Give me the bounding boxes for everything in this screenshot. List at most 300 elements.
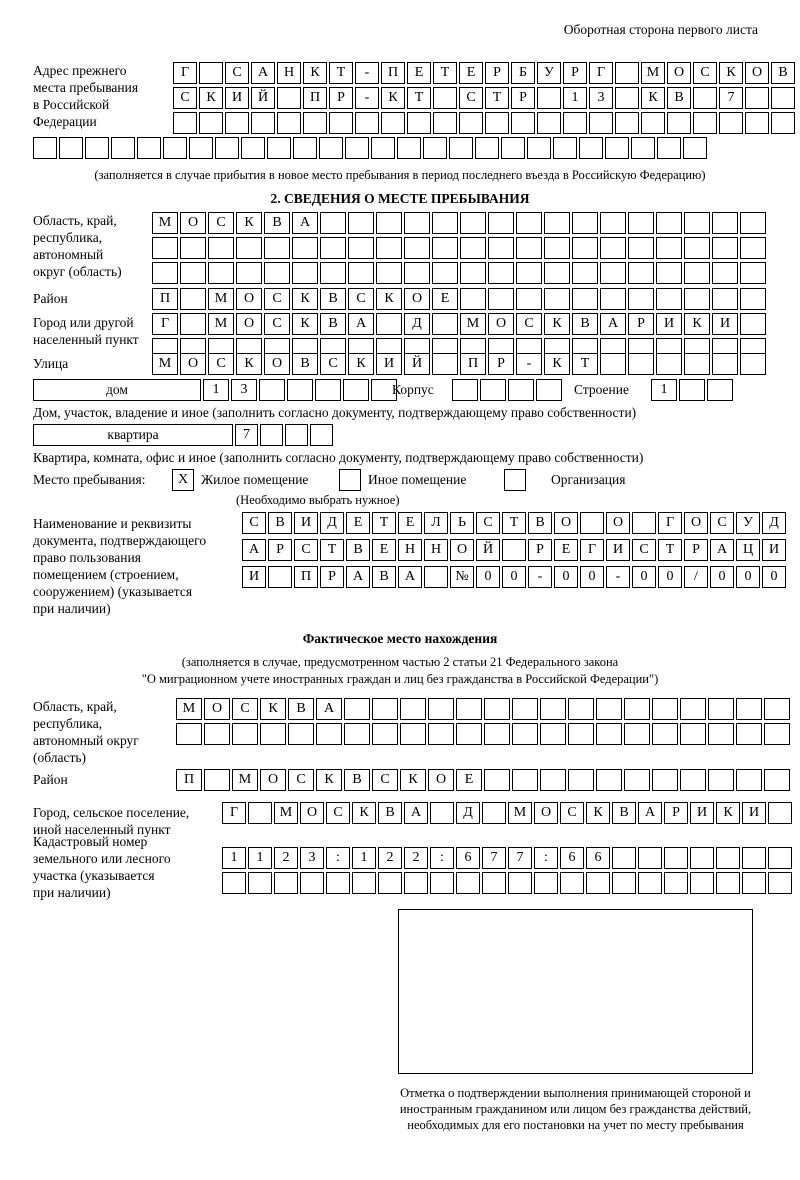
place-option-other-checkbox[interactable] [339, 469, 361, 491]
char-cell[interactable]: В [344, 769, 370, 791]
char-cell[interactable]: С [693, 62, 717, 84]
char-cell[interactable]: 3 [300, 847, 324, 869]
char-cell[interactable]: Ц [736, 539, 760, 561]
char-cell[interactable]: - [355, 62, 379, 84]
char-cell[interactable]: К [260, 698, 286, 720]
char-cell[interactable] [180, 288, 206, 310]
char-cell[interactable]: 1 [651, 379, 677, 401]
char-cell[interactable] [624, 769, 650, 791]
char-cell[interactable] [277, 112, 301, 134]
char-cell[interactable] [667, 112, 691, 134]
char-cell[interactable] [460, 212, 486, 234]
char-cell[interactable] [484, 723, 510, 745]
char-cell[interactable] [740, 353, 766, 375]
char-cell[interactable] [180, 237, 206, 259]
char-cell[interactable]: К [641, 87, 665, 109]
char-cell[interactable]: К [348, 353, 374, 375]
char-cell[interactable]: О [264, 353, 290, 375]
char-cell[interactable] [397, 137, 421, 159]
char-cell[interactable]: Р [684, 539, 708, 561]
char-cell[interactable]: Р [485, 62, 509, 84]
char-cell[interactable]: О [236, 313, 262, 335]
cadastre-row-2[interactable] [222, 872, 794, 894]
char-cell[interactable]: А [348, 313, 374, 335]
char-cell[interactable]: А [316, 698, 342, 720]
char-cell[interactable] [502, 539, 526, 561]
char-cell[interactable] [407, 112, 431, 134]
char-cell[interactable] [708, 723, 734, 745]
prev-address-row-2[interactable] [173, 87, 797, 109]
char-cell[interactable] [456, 698, 482, 720]
char-cell[interactable] [376, 212, 402, 234]
char-cell[interactable] [712, 212, 738, 234]
char-cell[interactable]: : [326, 847, 350, 869]
char-cell[interactable]: Т [433, 62, 457, 84]
char-cell[interactable] [641, 112, 665, 134]
char-cell[interactable]: К [376, 288, 402, 310]
char-cell[interactable]: Е [372, 539, 396, 561]
char-cell[interactable]: Т [502, 512, 526, 534]
stamp-box[interactable] [398, 909, 753, 1074]
char-cell[interactable]: О [606, 512, 630, 534]
char-cell[interactable]: 0 [554, 566, 578, 588]
char-cell[interactable] [484, 769, 510, 791]
char-cell[interactable]: - [516, 353, 542, 375]
char-cell[interactable] [656, 212, 682, 234]
char-cell[interactable]: И [690, 802, 714, 824]
char-cell[interactable]: А [346, 566, 370, 588]
char-cell[interactable]: Т [320, 539, 344, 561]
char-cell[interactable]: О [684, 512, 708, 534]
char-cell[interactable] [707, 379, 733, 401]
char-cell[interactable] [371, 137, 395, 159]
char-cell[interactable]: - [528, 566, 552, 588]
char-cell[interactable] [516, 237, 542, 259]
char-cell[interactable] [516, 288, 542, 310]
char-cell[interactable]: И [294, 512, 318, 534]
char-cell[interactable]: М [208, 288, 234, 310]
char-cell[interactable]: Н [398, 539, 422, 561]
place-option-organization-checkbox[interactable] [504, 469, 526, 491]
char-cell[interactable] [300, 872, 324, 894]
char-cell[interactable] [404, 872, 428, 894]
char-cell[interactable] [400, 698, 426, 720]
char-cell[interactable]: И [742, 802, 766, 824]
char-cell[interactable] [173, 112, 197, 134]
char-cell[interactable]: 0 [580, 566, 604, 588]
char-cell[interactable] [683, 137, 707, 159]
char-cell[interactable]: 0 [658, 566, 682, 588]
char-cell[interactable]: М [208, 313, 234, 335]
char-cell[interactable]: О [554, 512, 578, 534]
char-cell[interactable]: С [560, 802, 584, 824]
char-cell[interactable] [241, 137, 265, 159]
char-cell[interactable] [432, 262, 458, 284]
char-cell[interactable] [708, 769, 734, 791]
char-cell[interactable] [684, 212, 710, 234]
char-cell[interactable]: С [320, 353, 346, 375]
char-cell[interactable] [568, 723, 594, 745]
char-cell[interactable] [540, 698, 566, 720]
char-cell[interactable] [527, 137, 551, 159]
char-cell[interactable] [264, 262, 290, 284]
section3-city-row[interactable] [222, 802, 794, 824]
char-cell[interactable] [742, 872, 766, 894]
char-cell[interactable]: 2 [378, 847, 402, 869]
char-cell[interactable] [684, 237, 710, 259]
char-cell[interactable] [352, 872, 376, 894]
char-cell[interactable]: И [242, 566, 266, 588]
char-cell[interactable] [764, 769, 790, 791]
char-cell[interactable] [716, 872, 740, 894]
char-cell[interactable]: 0 [710, 566, 734, 588]
char-cell[interactable]: Т [572, 353, 598, 375]
char-cell[interactable]: Е [459, 62, 483, 84]
char-cell[interactable] [152, 237, 178, 259]
char-cell[interactable] [292, 262, 318, 284]
char-cell[interactable]: О [745, 62, 769, 84]
char-cell[interactable] [423, 137, 447, 159]
char-cell[interactable] [540, 769, 566, 791]
char-cell[interactable] [771, 112, 795, 134]
char-cell[interactable] [424, 566, 448, 588]
char-cell[interactable] [460, 237, 486, 259]
char-cell[interactable]: 1 [352, 847, 376, 869]
char-cell[interactable] [572, 212, 598, 234]
char-cell[interactable] [680, 723, 706, 745]
char-cell[interactable]: Р [563, 62, 587, 84]
char-cell[interactable] [292, 237, 318, 259]
char-cell[interactable]: О [488, 313, 514, 335]
char-cell[interactable]: А [398, 566, 422, 588]
char-cell[interactable]: Р [664, 802, 688, 824]
char-cell[interactable] [712, 237, 738, 259]
char-cell[interactable] [615, 87, 639, 109]
char-cell[interactable] [612, 847, 636, 869]
char-cell[interactable]: П [294, 566, 318, 588]
char-cell[interactable] [628, 237, 654, 259]
char-cell[interactable] [716, 847, 740, 869]
char-cell[interactable]: О [300, 802, 324, 824]
char-cell[interactable] [404, 212, 430, 234]
char-cell[interactable] [712, 353, 738, 375]
char-cell[interactable] [684, 353, 710, 375]
char-cell[interactable] [475, 137, 499, 159]
char-cell[interactable] [624, 723, 650, 745]
char-cell[interactable] [508, 379, 534, 401]
char-cell[interactable]: С [173, 87, 197, 109]
char-cell[interactable] [712, 288, 738, 310]
char-cell[interactable]: К [236, 212, 262, 234]
char-cell[interactable] [176, 723, 202, 745]
char-cell[interactable] [652, 698, 678, 720]
char-cell[interactable]: Р [528, 539, 552, 561]
char-cell[interactable]: П [460, 353, 486, 375]
char-cell[interactable]: С [264, 313, 290, 335]
char-cell[interactable] [319, 137, 343, 159]
char-cell[interactable]: 1 [222, 847, 246, 869]
char-cell[interactable]: Ь [450, 512, 474, 534]
char-cell[interactable]: Л [424, 512, 448, 534]
char-cell[interactable]: К [544, 353, 570, 375]
char-cell[interactable] [579, 137, 603, 159]
char-cell[interactable] [59, 137, 83, 159]
char-cell[interactable]: 1 [563, 87, 587, 109]
char-cell[interactable] [684, 288, 710, 310]
char-cell[interactable] [204, 769, 230, 791]
char-cell[interactable] [376, 237, 402, 259]
char-cell[interactable] [381, 112, 405, 134]
char-cell[interactable] [740, 212, 766, 234]
char-cell[interactable] [488, 237, 514, 259]
char-cell[interactable] [152, 262, 178, 284]
char-cell[interactable]: Г [222, 802, 246, 824]
char-cell[interactable]: И [376, 353, 402, 375]
char-cell[interactable]: С [476, 512, 500, 534]
char-cell[interactable] [631, 137, 655, 159]
char-cell[interactable]: А [638, 802, 662, 824]
char-cell[interactable]: 7 [235, 424, 258, 446]
char-cell[interactable] [745, 87, 769, 109]
char-cell[interactable] [652, 723, 678, 745]
char-cell[interactable] [508, 872, 532, 894]
char-cell[interactable]: Д [456, 802, 480, 824]
char-cell[interactable]: 1 [248, 847, 272, 869]
char-cell[interactable] [516, 212, 542, 234]
char-cell[interactable]: Р [268, 539, 292, 561]
char-cell[interactable] [260, 723, 286, 745]
char-cell[interactable]: К [586, 802, 610, 824]
char-cell[interactable]: С [294, 539, 318, 561]
char-cell[interactable] [652, 769, 678, 791]
char-cell[interactable]: К [292, 288, 318, 310]
char-cell[interactable]: В [372, 566, 396, 588]
char-cell[interactable]: 1 [203, 379, 229, 401]
char-cell[interactable] [430, 872, 454, 894]
char-cell[interactable]: А [242, 539, 266, 561]
char-cell[interactable] [428, 723, 454, 745]
char-cell[interactable] [344, 723, 370, 745]
char-cell[interactable]: 6 [456, 847, 480, 869]
char-cell[interactable]: В [528, 512, 552, 534]
char-cell[interactable]: С [264, 288, 290, 310]
char-cell[interactable] [586, 872, 610, 894]
char-cell[interactable] [534, 872, 558, 894]
char-cell[interactable]: С [326, 802, 350, 824]
char-cell[interactable] [345, 137, 369, 159]
char-cell[interactable]: В [667, 87, 691, 109]
char-cell[interactable]: И [762, 539, 786, 561]
char-cell[interactable]: С [232, 698, 258, 720]
char-cell[interactable] [199, 112, 223, 134]
char-cell[interactable]: О [180, 212, 206, 234]
char-cell[interactable]: О [428, 769, 454, 791]
char-cell[interactable] [563, 112, 587, 134]
char-cell[interactable]: А [404, 802, 428, 824]
char-cell[interactable]: 7 [719, 87, 743, 109]
char-cell[interactable] [771, 87, 795, 109]
char-cell[interactable]: К [381, 87, 405, 109]
char-cell[interactable] [432, 212, 458, 234]
char-cell[interactable] [712, 262, 738, 284]
char-cell[interactable]: Е [432, 288, 458, 310]
char-cell[interactable] [449, 137, 473, 159]
flat-number-row[interactable] [235, 424, 335, 446]
char-cell[interactable] [693, 112, 717, 134]
section3-region-row-2[interactable] [176, 723, 792, 745]
char-cell[interactable] [404, 262, 430, 284]
char-cell[interactable]: Р [628, 313, 654, 335]
char-cell[interactable]: К [303, 62, 327, 84]
char-cell[interactable] [680, 698, 706, 720]
char-cell[interactable] [288, 723, 314, 745]
char-cell[interactable]: С [632, 539, 656, 561]
char-cell[interactable] [572, 288, 598, 310]
char-cell[interactable] [544, 288, 570, 310]
char-cell[interactable]: 0 [476, 566, 500, 588]
char-cell[interactable]: В [612, 802, 636, 824]
char-cell[interactable] [432, 237, 458, 259]
char-cell[interactable] [293, 137, 317, 159]
char-cell[interactable]: С [288, 769, 314, 791]
char-cell[interactable]: М [274, 802, 298, 824]
char-cell[interactable]: П [381, 62, 405, 84]
char-cell[interactable] [163, 137, 187, 159]
char-cell[interactable]: И [606, 539, 630, 561]
house-number-row[interactable] [203, 379, 399, 401]
char-cell[interactable]: В [771, 62, 795, 84]
char-cell[interactable]: У [537, 62, 561, 84]
char-cell[interactable]: Н [424, 539, 448, 561]
char-cell[interactable]: / [684, 566, 708, 588]
char-cell[interactable]: Г [658, 512, 682, 534]
char-cell[interactable]: 0 [736, 566, 760, 588]
char-cell[interactable] [232, 723, 258, 745]
char-cell[interactable]: П [152, 288, 178, 310]
char-cell[interactable]: Р [320, 566, 344, 588]
char-cell[interactable] [348, 212, 374, 234]
char-cell[interactable] [482, 872, 506, 894]
char-cell[interactable] [544, 262, 570, 284]
char-cell[interactable]: К [400, 769, 426, 791]
char-cell[interactable] [277, 87, 301, 109]
char-cell[interactable] [320, 262, 346, 284]
char-cell[interactable]: - [355, 87, 379, 109]
char-cell[interactable] [600, 288, 626, 310]
char-cell[interactable] [285, 424, 308, 446]
section3-region-row-1[interactable] [176, 698, 792, 720]
char-cell[interactable]: О [236, 288, 262, 310]
char-cell[interactable]: П [176, 769, 202, 791]
char-cell[interactable] [628, 262, 654, 284]
char-cell[interactable] [740, 313, 766, 335]
char-cell[interactable] [719, 112, 743, 134]
section2-region-row-3[interactable] [152, 262, 768, 284]
char-cell[interactable]: В [288, 698, 314, 720]
char-cell[interactable] [400, 723, 426, 745]
char-cell[interactable]: С [516, 313, 542, 335]
char-cell[interactable]: В [264, 212, 290, 234]
char-cell[interactable] [326, 872, 350, 894]
char-cell[interactable] [596, 723, 622, 745]
char-cell[interactable]: У [736, 512, 760, 534]
char-cell[interactable] [600, 212, 626, 234]
char-cell[interactable] [553, 137, 577, 159]
char-cell[interactable] [684, 262, 710, 284]
char-cell[interactable] [537, 112, 561, 134]
char-cell[interactable]: К [316, 769, 342, 791]
char-cell[interactable] [267, 137, 291, 159]
char-cell[interactable]: 0 [762, 566, 786, 588]
char-cell[interactable] [768, 872, 792, 894]
char-cell[interactable]: С [710, 512, 734, 534]
char-cell[interactable] [656, 353, 682, 375]
char-cell[interactable]: Т [485, 87, 509, 109]
char-cell[interactable]: Е [456, 769, 482, 791]
char-cell[interactable]: А [292, 212, 318, 234]
char-cell[interactable]: М [232, 769, 258, 791]
char-cell[interactable]: А [600, 313, 626, 335]
char-cell[interactable] [33, 137, 57, 159]
char-cell[interactable] [740, 237, 766, 259]
char-cell[interactable]: Е [346, 512, 370, 534]
char-cell[interactable] [736, 769, 762, 791]
char-cell[interactable] [268, 566, 292, 588]
char-cell[interactable] [315, 379, 341, 401]
char-cell[interactable] [236, 237, 262, 259]
char-cell[interactable]: С [225, 62, 249, 84]
char-cell[interactable]: О [534, 802, 558, 824]
char-cell[interactable]: И [656, 313, 682, 335]
char-cell[interactable] [736, 698, 762, 720]
char-cell[interactable]: Р [329, 87, 353, 109]
char-cell[interactable] [544, 212, 570, 234]
section3-district-row[interactable] [176, 769, 792, 791]
char-cell[interactable] [690, 847, 714, 869]
char-cell[interactable]: : [430, 847, 454, 869]
char-cell[interactable] [310, 424, 333, 446]
char-cell[interactable] [600, 262, 626, 284]
char-cell[interactable] [432, 313, 458, 335]
char-cell[interactable]: В [572, 313, 598, 335]
char-cell[interactable]: К [292, 313, 318, 335]
char-cell[interactable]: М [152, 212, 178, 234]
char-cell[interactable] [511, 112, 535, 134]
char-cell[interactable] [459, 112, 483, 134]
char-cell[interactable] [536, 379, 562, 401]
char-cell[interactable] [537, 87, 561, 109]
char-cell[interactable] [615, 62, 639, 84]
char-cell[interactable]: В [320, 313, 346, 335]
char-cell[interactable] [740, 262, 766, 284]
document-row-3[interactable] [242, 566, 788, 588]
char-cell[interactable]: 0 [502, 566, 526, 588]
char-cell[interactable]: В [320, 288, 346, 310]
char-cell[interactable] [344, 698, 370, 720]
char-cell[interactable]: Е [554, 539, 578, 561]
char-cell[interactable]: 0 [632, 566, 656, 588]
char-cell[interactable] [189, 137, 213, 159]
char-cell[interactable]: Д [404, 313, 430, 335]
char-cell[interactable] [485, 112, 509, 134]
char-cell[interactable] [580, 512, 604, 534]
korpus-row[interactable] [452, 379, 564, 401]
char-cell[interactable] [656, 237, 682, 259]
char-cell[interactable] [204, 723, 230, 745]
char-cell[interactable]: В [292, 353, 318, 375]
char-cell[interactable]: И [225, 87, 249, 109]
char-cell[interactable] [488, 288, 514, 310]
